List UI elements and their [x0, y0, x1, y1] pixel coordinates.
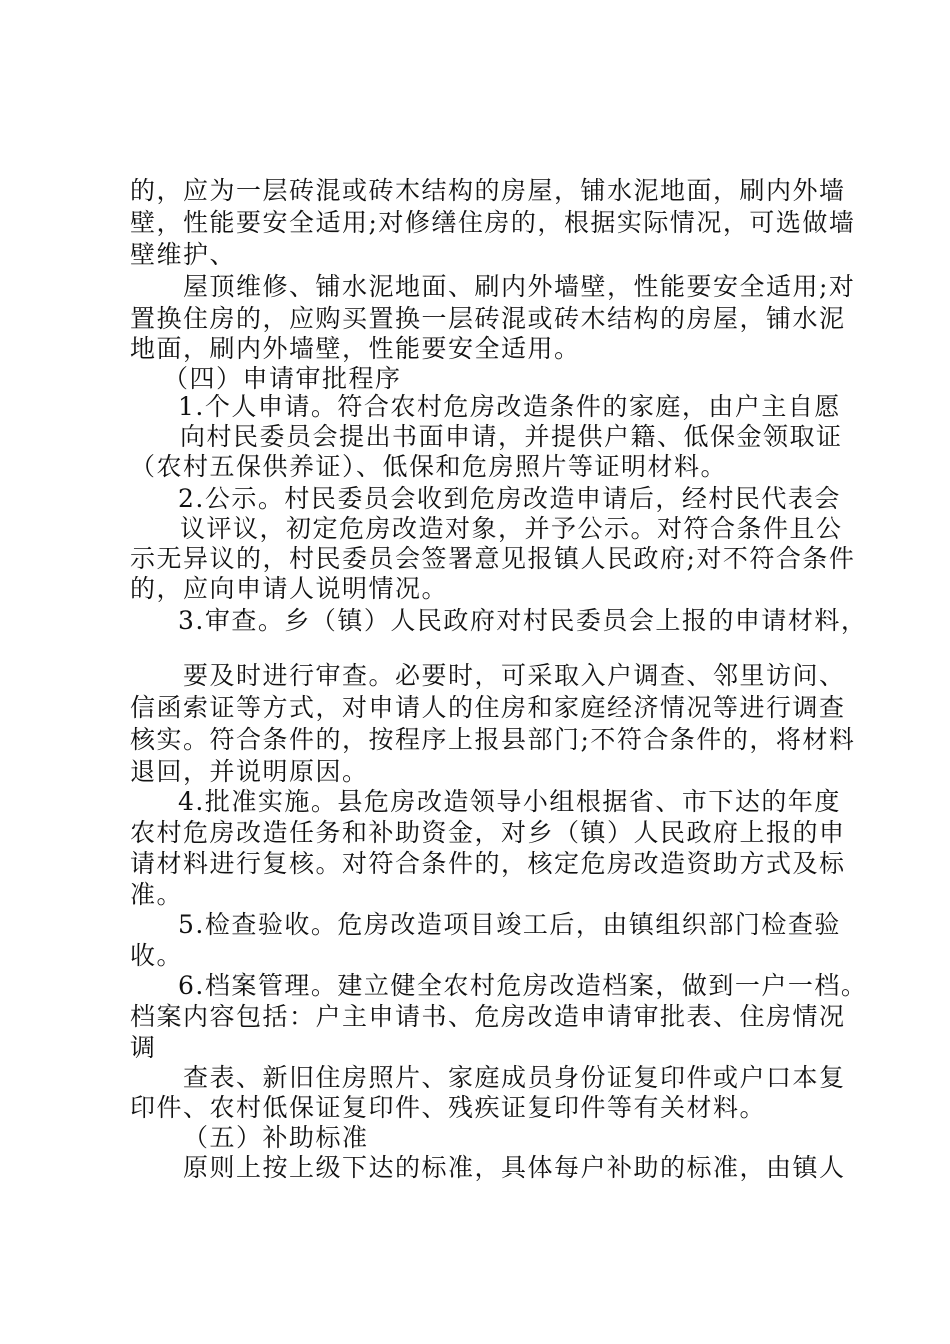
- text-line: 置换住房的，应购买置换一层砖混或砖木结构的房屋，铺水泥: [130, 304, 846, 333]
- text-line: 印件、农村低保证复印件、残疾证复印件等有关材料。: [130, 1093, 767, 1122]
- text-line: 壁维护、: [130, 240, 237, 269]
- text-line: 2.公示。村民委员会收到危房改造申请后，经村民代表会: [178, 484, 841, 513]
- text-line: 5.检查验收。危房改造项目竣工后，由镇组织部门检查验: [178, 910, 841, 939]
- text-line: （农村五保供养证）、低保和危房照片等证明材料。: [130, 452, 728, 481]
- text-line: 向村民委员会提出书面申请，并提供户籍、低保金领取证: [180, 422, 843, 451]
- text-line: 查表、新旧住房照片、家庭成员身份证复印件或户口本复: [183, 1063, 846, 1092]
- text-line: 原则上按上级下达的标准，具体每户补助的标准，由镇人: [183, 1153, 846, 1182]
- text-line: 壁，性能要安全适用;对修缮住房的，根据实际情况，可选做墙: [130, 208, 856, 237]
- text-line: 要及时进行审查。必要时，可采取入户调查、邻里访问、: [183, 661, 846, 690]
- text-line: 屋顶维修、铺水泥地面、刷内外墙壁，性能要安全适用;对: [183, 272, 856, 301]
- text-line: 调: [130, 1033, 157, 1062]
- text-line: 的，应向申请人说明情况。: [130, 574, 449, 603]
- text-line: 农村危房改造任务和补助资金，对乡（镇）人民政府上报的申: [130, 818, 846, 847]
- text-line: 退回，并说明原因。: [130, 757, 369, 786]
- text-line: 示无异议的，村民委员会签署意见报镇人民政府;对不符合条件: [130, 544, 856, 573]
- section-heading: （五）补助标准: [183, 1123, 369, 1152]
- text-line: 的，应为一层砖混或砖木结构的房屋，铺水泥地面，刷内外墙: [130, 176, 846, 205]
- text-line: 收。: [130, 941, 184, 970]
- text-line: 核实。符合条件的，按程序上报县部门;不符合条件的，将材料: [130, 725, 856, 754]
- text-line: 档案内容包括：户主申请书、危房改造申请审批表、住房情况: [130, 1002, 846, 1031]
- text-line: 议评议，初定危房改造对象，并予公示。对符合条件且公: [180, 514, 843, 543]
- text-line: 6.档案管理。建立健全农村危房改造档案，做到一户一档。: [178, 971, 868, 1000]
- text-line: 请材料进行复核。对符合条件的，核定危房改造资助方式及标: [130, 849, 846, 878]
- text-line: 1.个人申请。符合农村危房改造条件的家庭，由户主自愿: [178, 392, 841, 421]
- text-line: 4.批准实施。县危房改造领导小组根据省、市下达的年度: [178, 787, 841, 816]
- text-line: 准。: [130, 880, 184, 909]
- text-line: 信函索证等方式，对申请人的住房和家庭经济情况等进行调查: [130, 693, 846, 722]
- text-line: 地面，刷内外墙壁，性能要安全适用。: [130, 334, 581, 363]
- section-heading: （四）申请审批程序: [163, 364, 402, 393]
- text-line: 3.审查。乡（镇）人民政府对村民委员会上报的申请材料，: [178, 606, 868, 635]
